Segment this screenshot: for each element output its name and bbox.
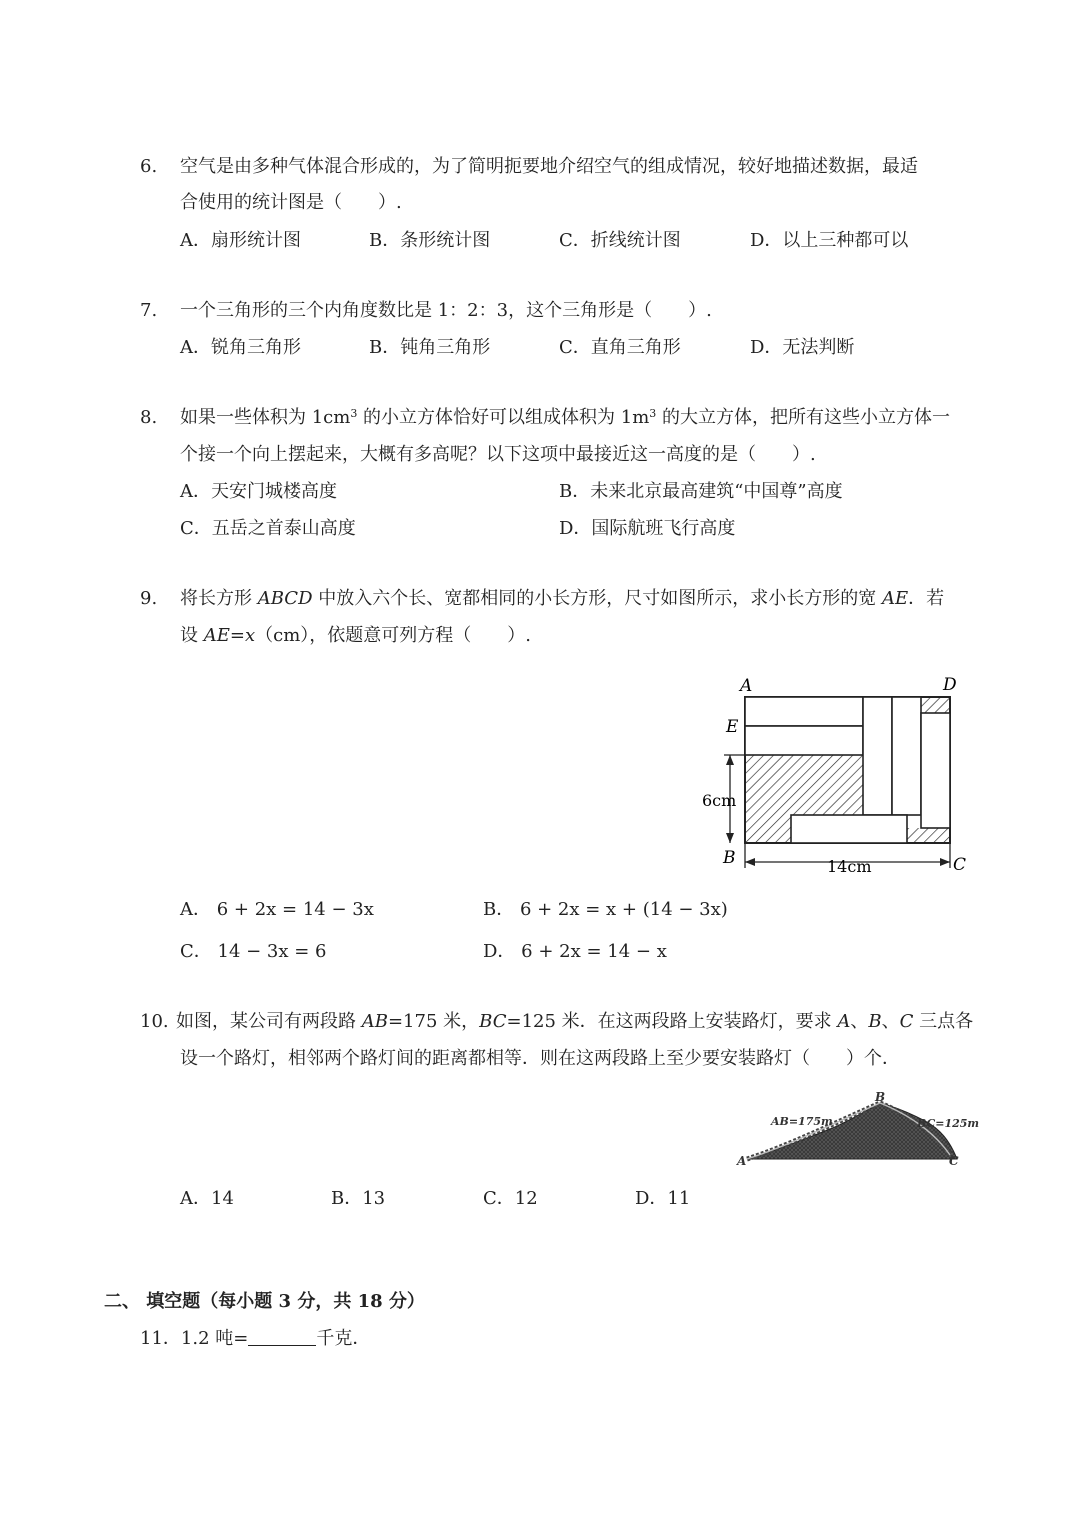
question-11 [140,1327,370,1351]
label-a: A [740,676,753,696]
stem-text: 的小立方体恰好可以组成体积为 1m [357,407,650,428]
label-d: D [943,675,957,695]
stem-text: 如果一些体积为 1cm [180,407,351,428]
question-stem-line1 [176,1010,973,1034]
stem-variable: BC [479,1011,507,1032]
label-b: B [875,1090,886,1104]
stem-text: 中放入六个长、宽都相同的小长方形，尺寸如图所示，求小长方形的宽 [312,588,882,609]
question-stem-line2 [180,624,531,648]
label-b: B [723,848,736,868]
question-stem-line2: 合使用的统计图是（ ）. [180,192,402,213]
question-number: 7. [140,300,158,321]
arrow-head [726,833,734,843]
stem-text: （cm），依题意可列方程（ ）. [255,625,531,646]
superscript: 3 [649,407,657,420]
label-a: A [737,1154,747,1168]
option-a: A．扇形统计图 [180,230,301,251]
question-number: 8. [140,407,158,428]
question-stem-line2: 设一个路灯，相邻两个路灯间的距离都相等．则在这两段路上至少要安装路灯（ ）个． [180,1048,900,1069]
small-rectangle [892,697,921,815]
small-rectangle [863,697,892,815]
option-d: D．11 [635,1188,691,1209]
stem-text: 1.2 吨= [180,1328,249,1349]
stem-variable: x [244,625,256,646]
option-b: B．条形统计图 [369,230,491,251]
superscript: 3 [350,407,358,420]
stem-text: ．若 [908,588,945,609]
stem-variable: AE [881,588,909,609]
hatched-region [745,815,791,843]
stem-text: 的大立方体，把所有这些小立方体一 [656,407,951,428]
stem-variable: A [837,1011,851,1032]
rectangle-diagram [690,670,990,880]
option-a: A．14 [180,1188,234,1209]
option-b: B．13 [331,1188,386,1209]
option-d: D．国际航班飞行高度 [559,518,736,539]
option-c: C． 14 − 3x = 6 [180,941,327,962]
question-number: 11． [140,1328,181,1349]
option-b: B．钝角三角形 [369,337,491,358]
option-d: D．无法判断 [750,337,855,358]
stem-text: 、 [850,1011,869,1032]
question-stem-line1: 空气是由多种气体混合形成的，为了简明扼要地介绍空气的组成情况，较好地描述数据，最适 [180,156,918,177]
question-stem-line2: 个接一个向上摆起来，大概有多高呢？以下这项中最接近这一高度的是（ ）. [180,444,816,465]
question-number: 9. [140,588,158,609]
stem-text: 如图，某公司有两段路 [176,1011,362,1032]
arrow-head [940,858,950,866]
road-diagram [735,1085,980,1175]
option-b: B．未来北京最高建筑“中国尊”高度 [559,481,843,502]
option-c: C．折线统计图 [559,230,681,251]
stem-text: 千克． [316,1328,371,1349]
arrow-head [745,858,755,866]
option-c: C．12 [483,1188,538,1209]
question-number: 10. [140,1011,169,1032]
stem-variable: AE [203,625,230,646]
option-d: D．以上三种都可以 [750,230,909,251]
option-c: C．直角三角形 [559,337,681,358]
stem-text: = [229,625,245,646]
stem-text: 将长方形 [180,588,258,609]
stem-text: 、 [881,1011,900,1032]
question-number: 6. [140,156,158,177]
label-ab-length: AB=175m [771,1115,833,1128]
small-rectangle [921,713,950,828]
label-height: 6cm [702,791,737,810]
stem-text: 设 [180,625,204,646]
section-heading: 二、 填空题（每小题 3 分，共 18 分） [104,1291,425,1312]
label-width: 14cm [827,857,872,876]
stem-text: 三点各 [913,1011,974,1032]
label-e: E [726,717,739,737]
hatched-region [921,697,950,713]
question-stem-line1 [180,587,944,611]
label-c: C [953,855,967,875]
option-c: C．五岳之首泰山高度 [180,518,356,539]
option-b: B． 6 + 2x = x + (14 − 3x) [483,899,728,920]
stem-variable: B [868,1011,882,1032]
stem-variable: C [899,1011,914,1032]
small-rectangle [745,697,863,726]
hatched-region [907,828,950,843]
small-rectangle [791,815,907,843]
hill-shape [747,1103,957,1159]
small-rectangle [745,726,863,755]
hatched-region [745,755,863,815]
stem-text: =125 米．在这两段路上安装路灯，要求 [506,1011,838,1032]
option-a: A． 6 + 2x = 14 − 3x [180,899,374,920]
question-stem-line1 [180,406,950,430]
stem-variable: AB [361,1011,388,1032]
question-stem-line1: 一个三角形的三个内角度数比是 1：2：3，这个三角形是（ ）. [180,300,712,321]
arrow-head [726,755,734,765]
stem-variable: ABCD [257,588,313,609]
answer-blank[interactable] [248,1327,316,1346]
label-bc-length: BC=125m [917,1117,980,1130]
option-a: A．天安门城楼高度 [180,481,337,502]
label-c: C [949,1154,959,1168]
option-d: D． 6 + 2x = 14 − x [483,941,667,962]
stem-text: =175 米， [387,1011,480,1032]
option-a: A．锐角三角形 [180,337,301,358]
